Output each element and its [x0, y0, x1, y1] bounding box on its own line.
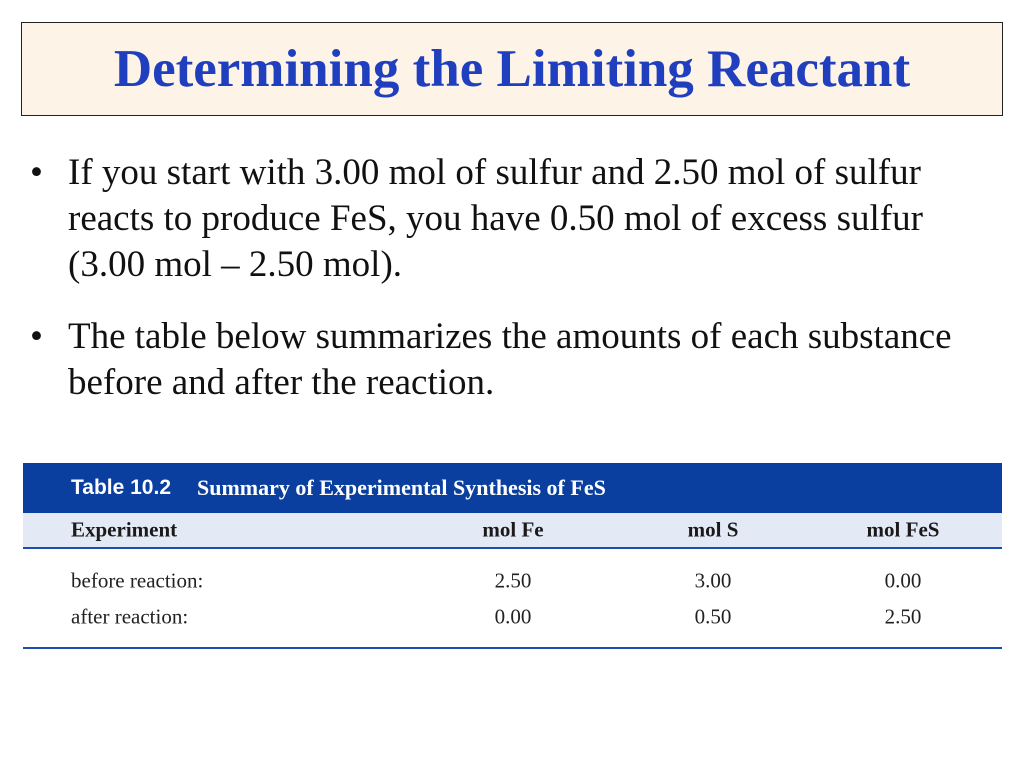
table-caption: Summary of Experimental Synthesis of FeS: [197, 475, 606, 500]
table-row: [23, 599, 1002, 635]
bullet-text: The table below summarizes the amounts of each substance before and after the reaction.: [68, 316, 952, 403]
bullet-list: [28, 150, 1003, 432]
cell-mol-fe: 0.00: [494, 604, 532, 629]
slide-title-box: [21, 22, 1003, 116]
summary-table: [23, 463, 1002, 649]
bullet-dot-icon: •: [30, 316, 43, 357]
bullet-text: If you start with 3.00 mol of sulfur and 2.50 mol of sulfur reacts to produce FeS, you have 0.50 mol of excess sulfur (3.00 mol – 2.50 mol).: [68, 152, 923, 285]
row-label: after reaction:: [71, 604, 189, 629]
cell-mol-fes: 2.50: [884, 604, 922, 629]
column-header-experiment: Experiment: [71, 517, 178, 542]
table-row: [23, 563, 1002, 599]
slide-title: Determining the Limiting Reactant: [113, 40, 911, 98]
table-title-bar: [23, 463, 1002, 513]
cell-mol-fes: 0.00: [884, 568, 922, 593]
column-header-mol-s: mol S: [687, 517, 739, 542]
bullet-item: [28, 150, 1003, 288]
row-label: before reaction:: [71, 568, 204, 593]
table-body: [23, 549, 1002, 649]
cell-mol-fe: 2.50: [494, 568, 532, 593]
cell-mol-s: 0.50: [694, 604, 732, 629]
column-header-mol-fe: mol Fe: [482, 517, 544, 542]
bullet-dot-icon: •: [30, 152, 43, 193]
table-number: Table 10.2: [71, 476, 171, 499]
cell-mol-s: 3.00: [694, 568, 732, 593]
bullet-item: [28, 314, 1003, 406]
table-column-header-row: [23, 513, 1002, 549]
column-header-mol-fes: mol FeS: [866, 517, 940, 542]
